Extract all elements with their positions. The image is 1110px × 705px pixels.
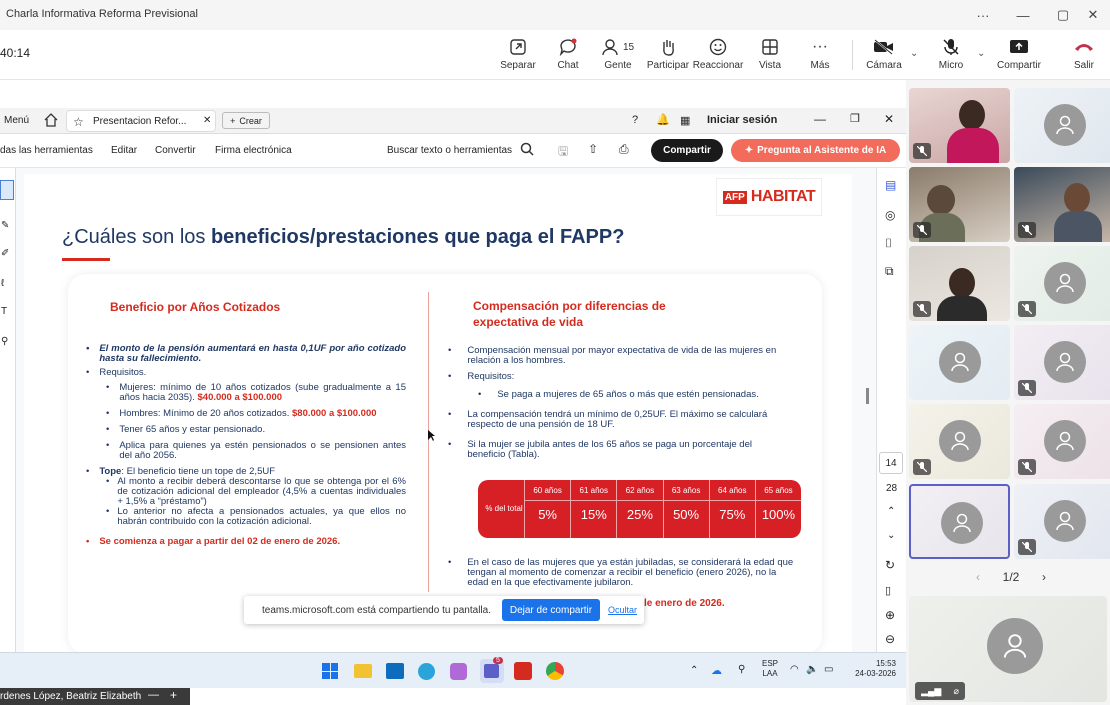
- chat-icon: [542, 36, 594, 58]
- bullet-dot: •: [86, 536, 90, 547]
- participant-head: [959, 100, 985, 130]
- avatar: [941, 502, 983, 544]
- self-mic-muted-icon: ⌀: [953, 685, 959, 696]
- teams-taskbar-button[interactable]: [480, 659, 504, 683]
- search-tools-input[interactable]: Buscar texto o herramientas: [387, 145, 513, 156]
- more-button[interactable]: [794, 36, 846, 76]
- avatar: [1044, 420, 1086, 462]
- bullet-dot: •: [106, 476, 110, 487]
- acrobat-icon[interactable]: [514, 662, 532, 680]
- right-b4: Si la mujer se jubila antes de los 65 años se paga un porcentaje del beneficio (Tabla).: [467, 439, 752, 460]
- participant-body: [937, 296, 987, 321]
- participant-head: [949, 268, 975, 298]
- participant-video-tile[interactable]: [909, 246, 1010, 321]
- teams-badge: 5: [493, 657, 503, 664]
- left-body: [86, 344, 406, 547]
- document-icon[interactable]: ▯: [885, 585, 892, 597]
- file-explorer-icon[interactable]: [354, 664, 372, 678]
- star-icon: ☆: [73, 115, 84, 129]
- slide-title-bold: beneficios/prestaciones que paga el FAPP?: [210, 226, 625, 248]
- search-icon[interactable]: [520, 142, 534, 156]
- left-tope2: Lo anterior no afecta a pensionados actuales, ya que ellos no habrán contribuido con la cotización adicional.: [117, 506, 406, 527]
- react-label: Reaccionar: [692, 60, 744, 71]
- table-age: 64 años: [710, 480, 755, 501]
- table-row-label: % del total: [485, 504, 523, 513]
- people-count: 15: [622, 41, 635, 53]
- share-document-button[interactable]: Compartir: [651, 139, 723, 162]
- bullet-dot: •: [106, 440, 110, 451]
- bullet-dot: •: [106, 506, 110, 517]
- chrome-icon[interactable]: [546, 662, 564, 680]
- slide: [24, 174, 852, 652]
- right-heading: Compensación por diferencias de expectativa de vida: [473, 299, 666, 329]
- camera-options-chevron-icon[interactable]: ⌄: [910, 48, 919, 59]
- avatar: [1044, 104, 1086, 146]
- comment-tool-icon[interactable]: ✎: [1, 220, 10, 231]
- hide-notice-link[interactable]: Ocultar: [608, 605, 638, 615]
- mic-muted-icon: [913, 222, 931, 238]
- ai-assistant-button[interactable]: [731, 139, 900, 162]
- table-col: [616, 480, 662, 538]
- left-tope-label: Tope: [99, 466, 122, 477]
- signin-link[interactable]: Iniciar sesión: [707, 114, 778, 126]
- page-up-icon[interactable]: ⌃: [887, 506, 896, 517]
- bullet-dot: •: [448, 409, 452, 420]
- people-icon: [592, 36, 644, 58]
- signal-icon: ▂▄▆: [921, 685, 942, 696]
- mic-muted-icon: [1018, 301, 1036, 317]
- camera-button[interactable]: [858, 36, 910, 76]
- avatar: [939, 420, 981, 462]
- left-tope-text: : El beneficio tiene un tope de 2,5UF: [121, 466, 276, 477]
- mic-label: Micro: [938, 60, 964, 71]
- people-button[interactable]: [592, 36, 644, 76]
- slide-title: [62, 226, 624, 249]
- left-sub2-amount: $80.000 a $100.000: [292, 408, 377, 419]
- teams-icon: [484, 664, 499, 678]
- expand-name-icon[interactable]: +: [170, 688, 178, 702]
- mouse-cursor-icon: [428, 430, 436, 442]
- right-b3: La compensación tendrá un mínimo de 0,25UF. El máximo se calculará respecto de una pensión de 18 UF.: [467, 409, 768, 430]
- mic-muted-icon: [1018, 222, 1036, 238]
- help-icon[interactable]: ?: [632, 114, 639, 126]
- habitat-logo: [716, 178, 822, 216]
- select-tool-icon[interactable]: [0, 180, 14, 200]
- browser-restore-button[interactable]: ❐: [850, 113, 860, 125]
- right-body: [448, 346, 788, 460]
- table-age: 65 años: [756, 480, 801, 501]
- bullet-dot: •: [86, 466, 90, 477]
- mic-button[interactable]: [925, 36, 977, 76]
- browser-tab-bar: [0, 108, 906, 134]
- zoom-out-icon[interactable]: ⊖: [885, 632, 896, 646]
- acrobat-toolbar: [0, 134, 906, 168]
- title-bar: [0, 0, 1110, 30]
- table-col: [570, 480, 616, 538]
- pages-icon[interactable]: ⧉: [885, 264, 894, 278]
- right-b2sub: Se paga a mujeres de 65 años o más que estén pensionadas.: [497, 389, 759, 400]
- presenter-name-tag: [0, 688, 190, 705]
- zoom-in-icon[interactable]: ⊕: [885, 608, 896, 622]
- bullet-dot: •: [478, 389, 482, 400]
- bullet-dot: •: [448, 345, 452, 356]
- raise-hand-icon: [642, 36, 694, 58]
- avatar: [1044, 341, 1086, 383]
- table-pct: 15%: [580, 507, 607, 522]
- mic-muted-icon: [913, 143, 931, 159]
- participant-body: [947, 128, 999, 163]
- mic-muted-icon: [913, 301, 931, 317]
- participant-gallery: [906, 80, 1110, 705]
- leave-label: Salir: [1073, 60, 1094, 71]
- camera-off-icon: [858, 36, 910, 58]
- participant-video-tile[interactable]: [909, 88, 1010, 163]
- browser-tab[interactable]: [66, 110, 216, 132]
- table-age: 63 años: [664, 480, 709, 501]
- participant-tile[interactable]: [1014, 484, 1110, 559]
- left-sub1-text: Mujeres: mínimo de 10 años cotizados (sube gradualmente a 15 años hacia 2035).: [119, 382, 406, 403]
- bullet-dot: •: [86, 343, 90, 354]
- self-status: [915, 682, 965, 700]
- minimize-name-icon[interactable]: —: [148, 689, 159, 701]
- browser-menu[interactable]: Menú: [4, 115, 30, 126]
- table-pct: 5%: [538, 507, 557, 522]
- share-notice-text: teams.microsoft.com está compartiendo tu pantalla.: [262, 605, 491, 616]
- camera-label: Cámara: [866, 60, 902, 71]
- tab-title: Presentacion Refor...: [93, 116, 187, 127]
- menu-edit[interactable]: Editar: [111, 145, 138, 156]
- left-sub1: [119, 383, 406, 403]
- left-sub2-text: Hombres: Mínimo de 20 años cotizados.: [119, 408, 292, 419]
- browser-minimize-button[interactable]: —: [814, 112, 826, 126]
- grid-view-icon: [744, 36, 796, 58]
- draw-tool-icon[interactable]: ℓ: [1, 278, 5, 289]
- participant-tile-active[interactable]: [909, 484, 1010, 559]
- language-indicator[interactable]: [762, 659, 778, 679]
- copilot-icon[interactable]: [450, 663, 467, 680]
- self-avatar: [987, 618, 1043, 674]
- lang-code: ESP: [762, 659, 779, 668]
- meeting-toolbar: [0, 30, 1110, 80]
- comments-icon[interactable]: ◎: [885, 208, 896, 222]
- right-b1: Compensación mensual por mayor expectativa de vida de las mujeres en relación a los hombres.: [467, 345, 777, 366]
- lang-layout: LAA: [762, 669, 778, 678]
- pager-text: 1/2: [1002, 570, 1020, 584]
- emoji-icon: [692, 36, 744, 58]
- share-screen-icon: [993, 36, 1045, 58]
- participant-body: [1054, 211, 1102, 242]
- tray-chevron-icon[interactable]: ⌃: [690, 665, 699, 676]
- habitat-logo-mark: AFP: [724, 191, 745, 203]
- right-b2: Requisitos:: [467, 371, 515, 382]
- stop-sharing-button[interactable]: Dejar de compartir: [502, 599, 600, 621]
- mic-muted-icon: [1018, 380, 1036, 396]
- participant-tile[interactable]: [1014, 325, 1110, 400]
- bullet-dot: •: [86, 367, 90, 378]
- close-button[interactable]: ✕: [1087, 7, 1099, 22]
- maximize-button[interactable]: ▢: [1056, 7, 1070, 22]
- bullet-dot: •: [106, 382, 110, 393]
- more-options-icon[interactable]: ···: [976, 7, 990, 23]
- page-current-input[interactable]: 14: [879, 452, 903, 474]
- table-pct: 100%: [761, 507, 796, 522]
- participant-head: [1064, 183, 1090, 213]
- mic-muted-icon: [1018, 459, 1036, 475]
- participant-head: [927, 185, 955, 215]
- avatar: [939, 341, 981, 383]
- table-col: [755, 480, 801, 538]
- right-b5-text: En el caso de las mujeres que ya están jubiladas, se considerará la edad que tengan al momento de comenzar a recibir el beneficio (enero 2026), no la edad en la que efectivamente jubilaron.: [467, 557, 794, 588]
- clock[interactable]: [848, 659, 896, 679]
- ai-assistant-label: Pregunta al Asistente de IA: [757, 145, 887, 156]
- upload-icon[interactable]: ⇧: [588, 142, 599, 156]
- people-label: Gente: [604, 60, 632, 71]
- bullet-dot: •: [448, 557, 452, 568]
- wifi-icon[interactable]: ◠: [790, 664, 799, 675]
- right-b5: [448, 558, 798, 588]
- table-age: 61 años: [571, 480, 616, 501]
- left-sub4: Aplica para quienes ya estén pensionados o se pensionen antes del año 2056.: [119, 440, 406, 461]
- react-button[interactable]: [692, 36, 744, 76]
- share-label: Compartir: [997, 60, 1041, 71]
- participant-video-tile[interactable]: [909, 167, 1010, 242]
- avatar: [1044, 262, 1086, 304]
- menu-convert[interactable]: Convertir: [155, 145, 196, 156]
- volume-icon[interactable]: 🔈: [806, 664, 819, 675]
- view-label: Vista: [758, 60, 782, 71]
- participant-tile[interactable]: [1014, 88, 1110, 163]
- mic-options-chevron-icon[interactable]: ⌄: [977, 48, 986, 59]
- title-underline: [62, 258, 110, 261]
- edge-icon[interactable]: [418, 663, 435, 680]
- chat-label: Chat: [557, 60, 579, 71]
- participant-tile[interactable]: [1014, 246, 1110, 321]
- share-button[interactable]: [993, 36, 1045, 76]
- home-icon[interactable]: [44, 113, 58, 127]
- left-sub2: [119, 409, 376, 419]
- left-heading: Beneficio por Años Cotizados: [110, 300, 281, 314]
- new-tab-button[interactable]: [222, 112, 270, 129]
- table-age: 60 años: [525, 480, 570, 501]
- battery-icon[interactable]: ▭: [824, 664, 834, 675]
- stamp-tool-icon[interactable]: ⚲: [1, 336, 9, 347]
- percentage-table: [478, 480, 801, 538]
- scrollbar-thumb[interactable]: [866, 388, 869, 404]
- left-sub3: Tener 65 años y estar pensionado.: [119, 424, 266, 435]
- location-icon[interactable]: ⚲: [738, 664, 746, 675]
- table-col: [663, 480, 709, 538]
- close-tab-icon[interactable]: ✕: [203, 115, 212, 126]
- pop-out-label: Separar: [500, 60, 536, 71]
- text-tool-icon[interactable]: T: [1, 306, 8, 317]
- ai-sparkle-icon: ✦: [744, 145, 754, 156]
- participant-tile[interactable]: [909, 404, 1010, 479]
- bookmark-icon[interactable]: ⌷: [885, 236, 893, 250]
- bullet-dot: •: [106, 424, 110, 435]
- acrobat-right-tools: [876, 168, 906, 652]
- ai-summary-icon[interactable]: ▤: [885, 178, 897, 192]
- left-sub1-amount: $40.000 a $100.000: [197, 392, 283, 403]
- bullet-dot: •: [106, 408, 110, 419]
- chat-button[interactable]: [542, 36, 594, 76]
- onedrive-icon[interactable]: ☁: [711, 665, 722, 677]
- mic-off-icon: [925, 36, 977, 58]
- save-icon[interactable]: 🖫: [558, 144, 569, 158]
- bullet-dot: •: [448, 439, 452, 450]
- slide-title-prefix: ¿Cuáles son los: [62, 226, 211, 248]
- view-button[interactable]: [744, 36, 796, 76]
- right-b6: [644, 598, 725, 609]
- meeting-timer: 40:14: [0, 46, 31, 60]
- refresh-icon[interactable]: ↻: [885, 558, 896, 572]
- new-tab-label: Crear: [239, 115, 262, 126]
- highlight-tool-icon[interactable]: ✐: [1, 248, 10, 259]
- participant-tile[interactable]: [1014, 404, 1110, 479]
- table-col: [709, 480, 755, 538]
- page-down-icon[interactable]: ⌄: [887, 530, 896, 541]
- right-b6-text: le enero de 2026.: [644, 598, 725, 609]
- raise-hand-button[interactable]: [642, 36, 694, 76]
- pop-out-icon: [492, 36, 544, 58]
- window-title: Charla Informativa Reforma Previsional: [6, 8, 198, 20]
- bell-icon[interactable]: 🔔: [656, 114, 670, 126]
- participant-video-tile[interactable]: [1014, 167, 1110, 242]
- table-pct: 25%: [626, 507, 653, 522]
- more-icon: ···: [812, 38, 828, 55]
- table-pct: 75%: [719, 507, 746, 522]
- menu-all-tools[interactable]: das las herramientas: [0, 145, 93, 156]
- table-col: [524, 480, 570, 538]
- apps-icon[interactable]: ▦: [680, 115, 691, 127]
- prev-page-icon[interactable]: ‹: [976, 570, 980, 584]
- left-tope1: Al monto a recibir deberá descontarse lo que se obtenga por el 6% de cotización adicional del empleador (4,5% a cuentas individuales + 1,5% a “préstamo”): [117, 476, 406, 507]
- browser-close-button[interactable]: ✕: [884, 112, 895, 126]
- clock-time: 15:53: [875, 659, 896, 668]
- table-age: 62 años: [617, 480, 662, 501]
- left-req: Requisitos.: [99, 367, 147, 378]
- avatar: [1044, 500, 1086, 542]
- toolbar-divider: [852, 40, 853, 70]
- mic-muted-icon: [1018, 539, 1036, 555]
- more-label: Más: [810, 60, 830, 71]
- leave-button[interactable]: [1058, 36, 1110, 76]
- hang-up-icon: [1058, 36, 1110, 58]
- left-intro: El monto de la pensión aumentará en hasta 0,1UF por año cotizado hasta su fallecimiento.: [99, 343, 406, 364]
- habitat-logo-text: HABITAT: [750, 188, 816, 205]
- left-start: Se comienza a pagar a partir del 02 de enero de 2026.: [99, 536, 341, 547]
- mic-muted-icon: [913, 459, 931, 475]
- page-total: 28: [886, 483, 898, 494]
- table-pct: 50%: [673, 507, 700, 522]
- participant-tile[interactable]: [909, 325, 1010, 400]
- print-icon[interactable]: ⎙: [619, 142, 629, 156]
- windows-taskbar: [0, 652, 906, 688]
- presenter-name: rdenes López, Beatriz Elizabeth: [0, 691, 142, 702]
- self-view-tile[interactable]: [909, 596, 1107, 702]
- bullet-dot: •: [448, 371, 452, 382]
- gallery-pager: [976, 570, 1046, 584]
- next-page-icon[interactable]: ›: [1042, 570, 1046, 584]
- outlook-icon[interactable]: [386, 663, 404, 679]
- document-viewport: [16, 168, 876, 652]
- minimize-button[interactable]: —: [1016, 7, 1030, 23]
- raise-hand-label: Participar: [646, 60, 690, 71]
- table-columns: [524, 480, 801, 538]
- menu-esign[interactable]: Firma electrónica: [215, 145, 292, 156]
- windows-start-icon[interactable]: [322, 663, 338, 679]
- column-divider: [428, 292, 429, 592]
- pop-out-button[interactable]: [492, 36, 544, 76]
- share-notice: [244, 596, 644, 624]
- plus-icon: +: [230, 115, 236, 126]
- acrobat-left-tools: [0, 168, 16, 652]
- clock-date: 24-03-2026: [855, 669, 896, 678]
